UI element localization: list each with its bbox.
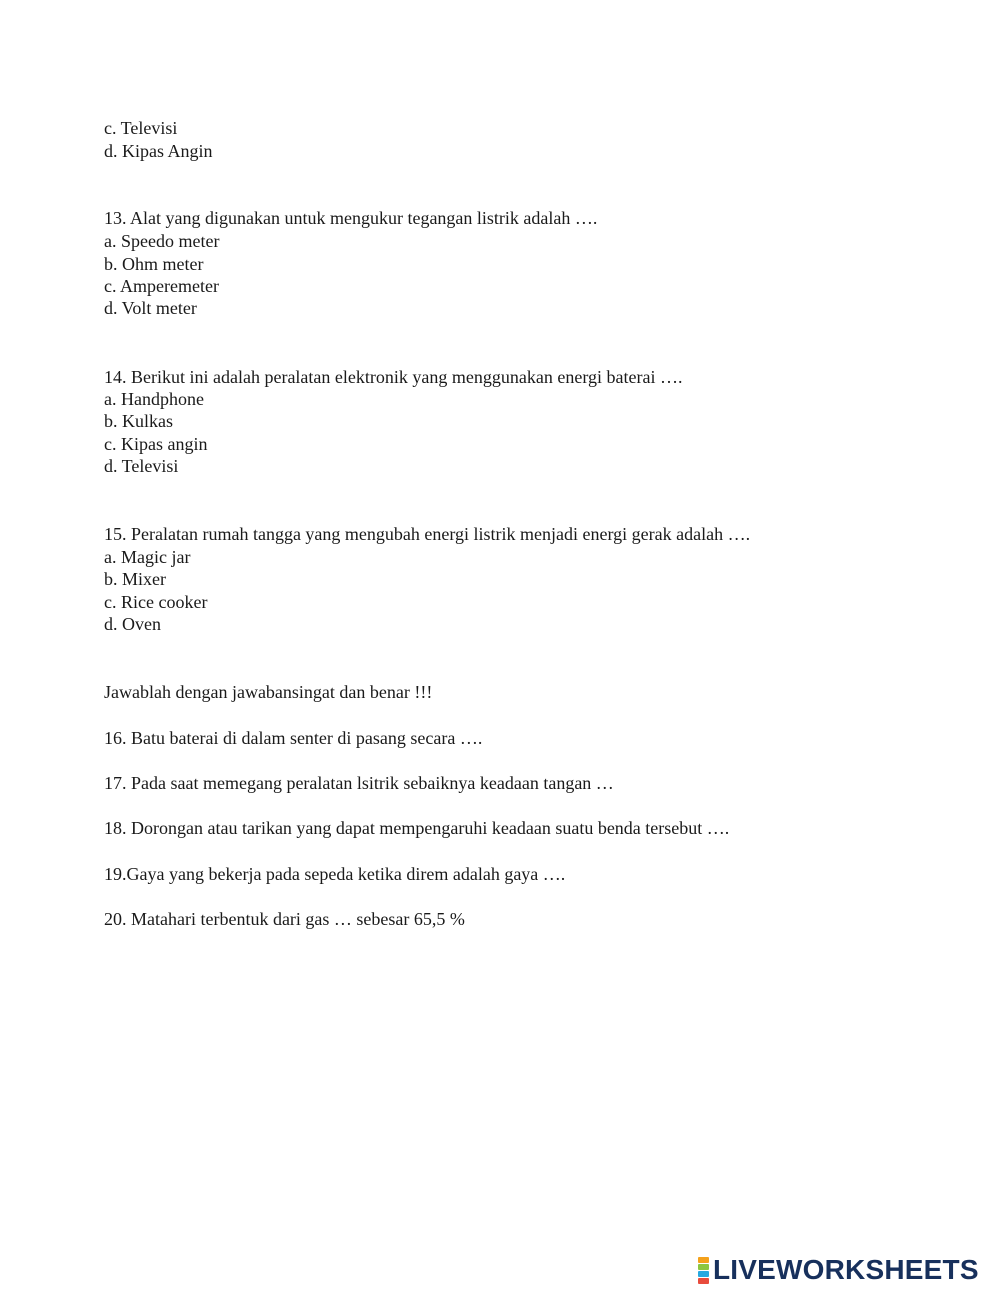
question-19: 19.Gaya yang bekerja pada sepeda ketika direm adalah gaya …. — [104, 864, 566, 884]
question-15: 15. Peralatan rumah tangga yang mengubah energi listrik menjadi energi gerak adalah …. — [104, 524, 751, 544]
option-12c: c. Televisi — [104, 118, 178, 138]
option-12d: d. Kipas Angin — [104, 141, 213, 161]
option-13d: d. Volt meter — [104, 298, 197, 318]
liveworksheets-logo — [698, 1255, 979, 1285]
question-14: 14. Berikut ini adalah peralatan elektronik yang menggunakan energi baterai …. — [104, 367, 683, 387]
liveworksheets-logo-icon — [698, 1257, 709, 1284]
question-13: 13. Alat yang digunakan untuk mengukur tegangan listrik adalah …. — [104, 208, 598, 228]
option-14b: b. Kulkas — [104, 411, 173, 431]
liveworksheets-logo-text: LIVEWORKSHEETS — [713, 1254, 979, 1285]
question-20: 20. Matahari terbentuk dari gas … sebesar 65,5 % — [104, 909, 465, 929]
option-13a: a. Speedo meter — [104, 231, 220, 251]
option-15c: c. Rice cooker — [104, 592, 208, 612]
option-14d: d. Televisi — [104, 456, 179, 476]
option-15b: b. Mixer — [104, 569, 166, 589]
section-instruction: Jawablah dengan jawabansingat dan benar !!! — [104, 682, 433, 702]
option-13b: b. Ohm meter — [104, 254, 204, 274]
question-16: 16. Batu baterai di dalam senter di pasang secara …. — [104, 728, 483, 748]
option-14a: a. Handphone — [104, 389, 204, 409]
question-17: 17. Pada saat memegang peralatan lsitrik sebaiknya keadaan tangan … — [104, 773, 614, 793]
option-15a: a. Magic jar — [104, 547, 191, 567]
option-15d: d. Oven — [104, 614, 161, 634]
option-14c: c. Kipas angin — [104, 434, 208, 454]
option-13c: c. Amperemeter — [104, 276, 219, 296]
question-18: 18. Dorongan atau tarikan yang dapat mempengaruhi keadaan suatu benda tersebut …. — [104, 818, 730, 838]
